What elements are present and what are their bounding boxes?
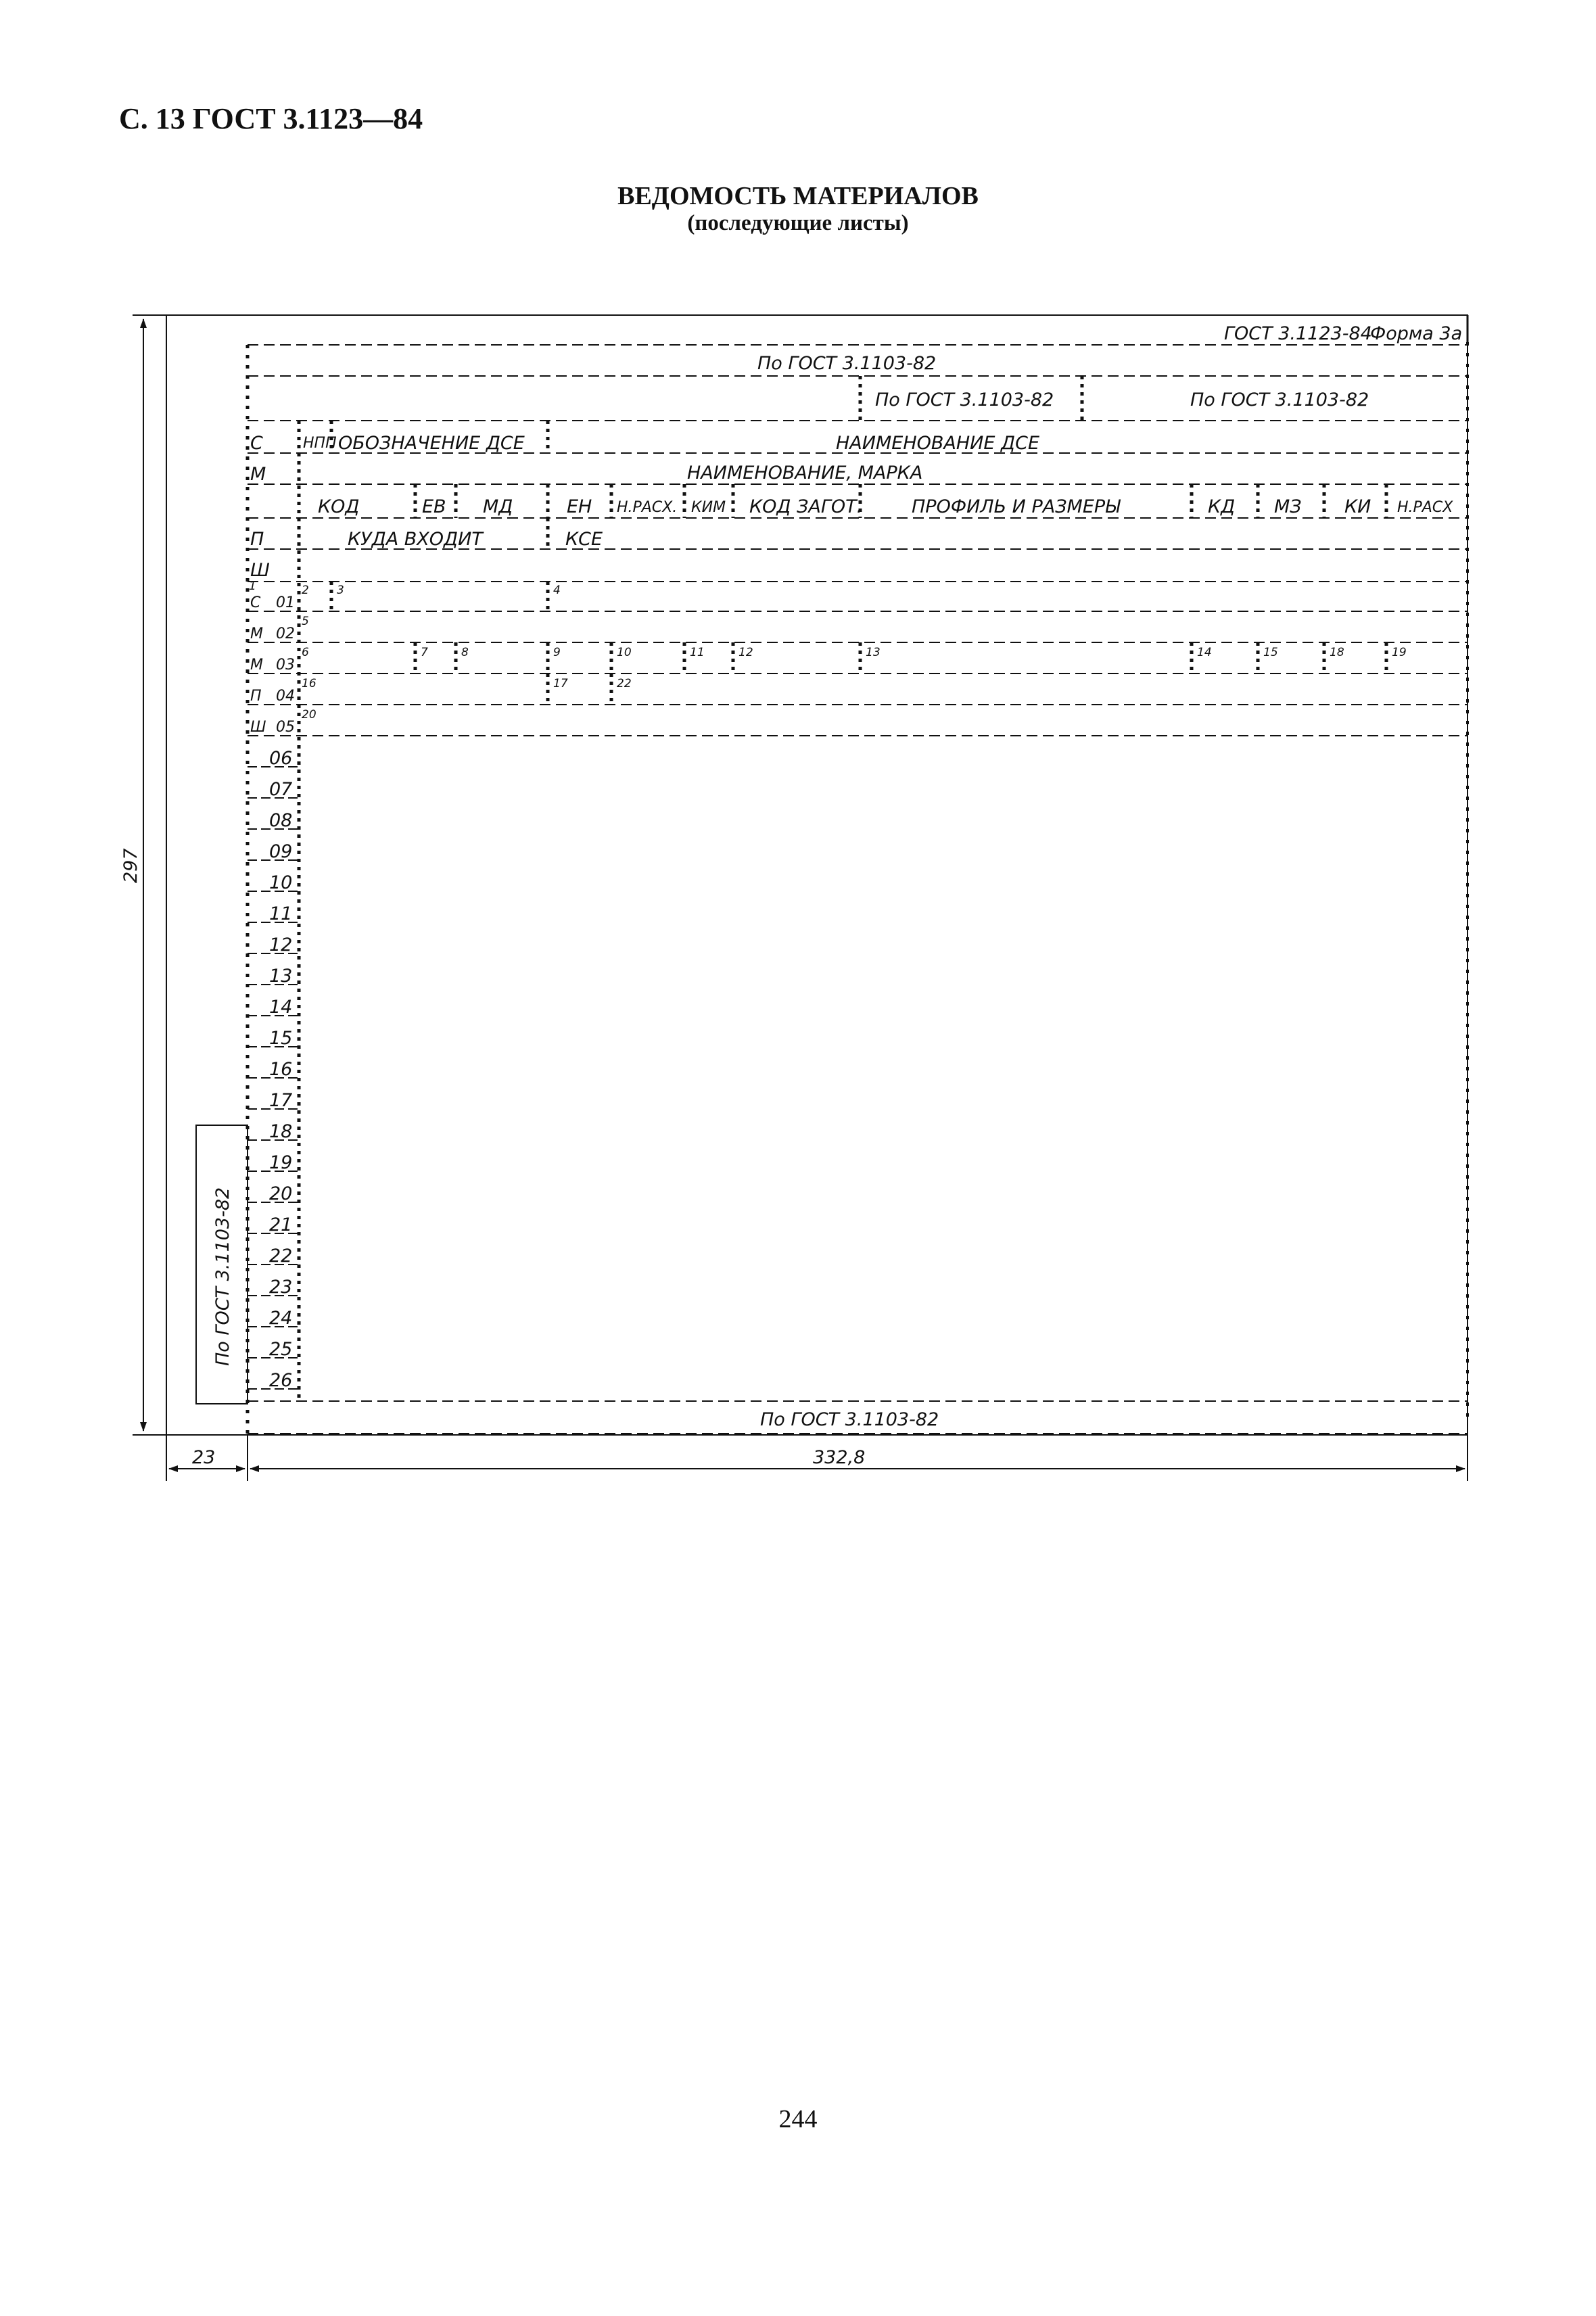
marker: 15 xyxy=(1263,646,1278,659)
sample-row-prefix: С xyxy=(250,594,261,611)
marker: 20 xyxy=(302,708,316,722)
stamp-bottom: По ГОСТ 3.1103-82 xyxy=(760,1409,939,1430)
nrasx2-label: Н.РАСХ xyxy=(1397,499,1453,516)
oboznach-label: ОБОЗНАЧЕНИЕ ДСЕ xyxy=(338,433,525,454)
document-title: ВЕДОМОСТЬ МАТЕРИАЛОВ xyxy=(617,182,979,210)
row-number: 06 xyxy=(269,748,293,769)
sample-row-prefix: Ш xyxy=(250,719,266,736)
kim-label: КИМ xyxy=(691,499,726,516)
marker: 14 xyxy=(1197,646,1212,659)
sample-rows xyxy=(250,594,295,736)
marker: 7 xyxy=(421,646,428,659)
sample-row-prefix: М xyxy=(250,625,263,642)
sample-row-prefix: П xyxy=(250,688,262,705)
row-number: 16 xyxy=(269,1059,293,1080)
marker: 10 xyxy=(617,646,632,659)
row-number: 24 xyxy=(269,1308,293,1329)
row-number: 21 xyxy=(269,1214,293,1235)
naim-marka-label: НАИМЕНОВАНИЕ, МАРКА xyxy=(687,463,923,483)
stamp-mid: По ГОСТ 3.1103-82 xyxy=(875,389,1054,410)
dim-left: 23 xyxy=(192,1447,216,1468)
profil-label: ПРОФИЛЬ И РАЗМЕРЫ xyxy=(912,496,1121,517)
kd-label: КД xyxy=(1208,496,1236,517)
row-number: 19 xyxy=(269,1152,293,1173)
row-c-prefix: С xyxy=(250,433,263,454)
row-number: 09 xyxy=(269,841,293,862)
row-number: 25 xyxy=(269,1339,293,1360)
form-number: Форма 3а xyxy=(1370,323,1463,344)
row-number: 15 xyxy=(269,1028,293,1049)
sample-row-number: 03 xyxy=(276,657,295,673)
sample-row-prefix: М xyxy=(250,657,263,673)
row-number: 17 xyxy=(269,1090,293,1111)
row-sh-prefix: Ш xyxy=(250,560,270,581)
marker: 3 xyxy=(337,584,344,597)
mz-label: МЗ xyxy=(1274,496,1302,517)
row-number: 22 xyxy=(269,1246,293,1267)
page-number: 244 xyxy=(778,2105,818,2133)
marker: 12 xyxy=(738,646,753,659)
marker: 18 xyxy=(1330,646,1344,659)
row-numbers xyxy=(269,748,292,1391)
row-m-prefix: М xyxy=(250,464,266,485)
marker: 5 xyxy=(302,615,309,628)
side-stamp-label: По ГОСТ 3.1103-82 xyxy=(212,1187,233,1366)
marker: 9 xyxy=(553,646,561,659)
stamp-right: По ГОСТ 3.1103-82 xyxy=(1190,389,1369,410)
row-number: 13 xyxy=(269,966,293,987)
kse-label: КСЕ xyxy=(565,529,603,550)
npp-label: НПП xyxy=(303,435,337,452)
document-subtitle: (последующие листы) xyxy=(687,211,909,235)
row-p-prefix: П xyxy=(250,529,264,550)
sample-row-number: 01 xyxy=(276,594,295,611)
en-label: ЕН xyxy=(567,496,592,517)
row-number: 20 xyxy=(269,1183,293,1204)
row-number: 14 xyxy=(269,997,293,1018)
marker: 16 xyxy=(302,677,316,690)
form-standard-ref: ГОСТ 3.1123-84 xyxy=(1224,323,1372,344)
row-number: 10 xyxy=(269,872,293,893)
marker: 13 xyxy=(866,646,881,659)
sample-row-number: 04 xyxy=(276,688,295,705)
kuda-label: КУДА ВХОДИТ xyxy=(348,529,483,550)
row-number: 07 xyxy=(269,779,293,800)
row-number: 23 xyxy=(269,1277,293,1298)
dim-width: 332,8 xyxy=(813,1447,866,1468)
stamp-top: По ГОСТ 3.1103-82 xyxy=(757,353,937,374)
marker: 17 xyxy=(553,677,568,690)
marker: 8 xyxy=(461,646,469,659)
page-header: С. 13 ГОСТ 3.1123—84 xyxy=(119,102,423,135)
nrasx-label: Н.РАСХ. xyxy=(617,499,678,516)
naim-dse-label: НАИМЕНОВАНИЕ ДСЕ xyxy=(836,433,1040,454)
dimension-lines xyxy=(133,315,1468,1481)
kod-label: КОД xyxy=(318,496,360,517)
row-number: 12 xyxy=(269,935,293,955)
marker: 19 xyxy=(1392,646,1407,659)
sample-row-number: 02 xyxy=(276,625,295,642)
ki-label: КИ xyxy=(1344,496,1371,517)
marker: 4 xyxy=(553,584,561,597)
kod-zagot-label: КОД ЗАГОТ. xyxy=(749,496,863,517)
marker: 6 xyxy=(302,646,309,659)
dim-height: 297 xyxy=(120,848,141,883)
marker: 1 xyxy=(249,580,256,593)
marker: 22 xyxy=(617,677,632,690)
marker: 11 xyxy=(690,646,705,659)
ev-label: ЕВ xyxy=(422,496,446,517)
row-number: 08 xyxy=(269,810,293,831)
field-markers xyxy=(249,580,1407,722)
md-label: МД xyxy=(483,496,513,517)
row-number: 11 xyxy=(269,903,293,924)
marker: 2 xyxy=(302,584,309,597)
row-number: 18 xyxy=(269,1121,293,1142)
row-number: 26 xyxy=(269,1370,293,1391)
sample-row-number: 05 xyxy=(276,719,295,736)
